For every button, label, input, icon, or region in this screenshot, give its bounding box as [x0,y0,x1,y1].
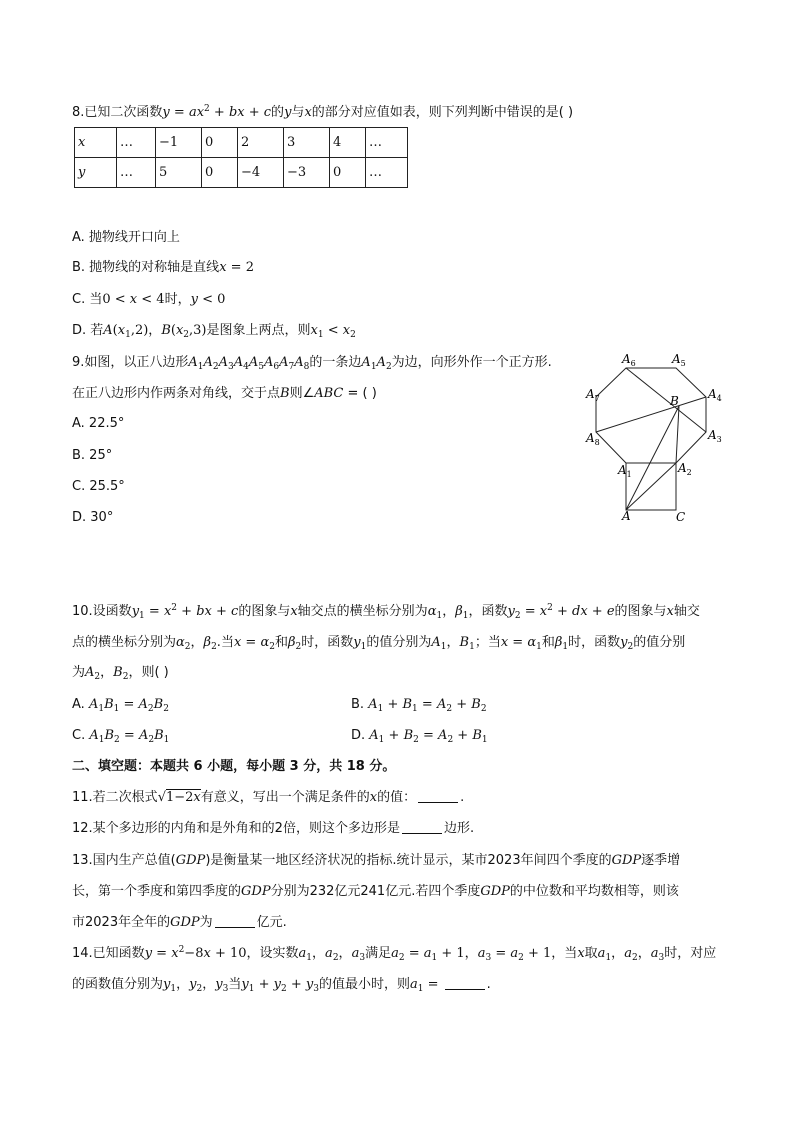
table-cell: … [366,128,408,158]
q13-stem-line1: 13.国内生产总值(GDP)是衡量某一地区经济状况的指标.统计显示，某市2023年间四个季度的GDP逐季增 [72,853,681,868]
q13-line2-prefix: 长，第一个季度和第四季度的 [72,884,242,899]
q13-line1-prefix: 13.国内生产总值( [72,853,176,868]
q10-line2-mid: 当 [220,635,234,650]
q11-prefix: 11.若二次根式 [72,790,158,805]
q13-line1-mid: )是衡量某一地区经济状况的指标.统计显示，某市2023年间四个季度的 [205,853,612,868]
label-a: A [622,509,631,523]
table-cell: x [75,128,117,158]
q13-stem-line3: 市2023年全年的GDP为 亿元. [72,915,287,930]
q10-line3-end: ，则( ) [128,665,169,680]
q13-line1-end: 逐季增 [641,853,681,868]
label-a8: $A_8$ [586,431,600,447]
table-cell: −4 [238,158,284,188]
q13-gdp: GDP [175,853,206,868]
q10-option-b: B. $A_1 + B_1 = A_2 + B_2$ [351,697,487,714]
q10-line2-mid2: 和 [274,635,288,650]
q10-line1-mid4: 的图象与 [614,604,667,619]
segment-b-a2 [676,406,679,463]
label-c: C [676,510,686,524]
answer-blank[interactable] [418,790,458,803]
q14-line1-mid2: 满足 [365,946,392,961]
q9-option-b-text: B. 25° [72,448,113,463]
q10-line2-mid3: 时，函数 [301,635,354,650]
q9-option-d [72,509,113,527]
q9-line1-prefix: 9.如图，以正八边形 [72,355,189,370]
q9-option-c-text: C. 25.5° [72,479,125,494]
section-title [72,758,395,776]
q10-line2-mid6: 时，函数 [568,635,621,650]
q9-stem-line2 [72,385,377,403]
q8-function-formula: y [162,105,170,120]
q10-option-a: A. $A_1B_1 = A_2B_2$ [72,697,169,714]
q8-option-b: B. 抛物线的对称轴是直线x = 2 [72,260,254,275]
q10-stem-line1: 10.设函数$y_1 = x^2$ + bx + c的图象与x轴交点的横坐标分别为$\alpha_1$，$\beta_1$，函数$y_2 = x^2$ + dx + e的图象与x轴交 [72,603,700,621]
q9-line1-suffix: 的一条边 [309,355,362,370]
label-a1: $A_1$ [618,463,632,479]
q14-line1-mid: ，设实数 [246,946,299,961]
table-cell: −1 [156,128,202,158]
answer-blank[interactable] [445,977,485,990]
q8-stem-x: x [304,105,312,120]
q10-option-d-label: D. [351,728,370,743]
table-cell: 3 [284,128,330,158]
q9-option-d-text: D. 30° [72,510,114,525]
q9-option-c [72,478,125,496]
q10-line3-prefix: 为 [72,665,86,680]
q13-line3-end: 亿元. [256,915,287,930]
table-cell: 2 [238,128,284,158]
q9-option-b [72,447,112,465]
table-cell: 0 [330,158,366,188]
diagonal-a8-a4 [596,397,706,432]
table-cell: 0 [202,128,238,158]
q8-option-d-prefix: D. 若 [72,323,104,338]
q9-line2-prefix: 在正八边形内作两条对角线，交于点 [72,386,281,401]
q14-line2-end: . [486,977,491,992]
q10-line2-end: 的值分别 [633,635,686,650]
table-row [75,158,408,188]
table-cell: 4 [330,128,366,158]
q8-option-a [72,229,180,247]
q10-line1-prefix: 10.设函数 [72,604,132,619]
q14-line1-mid3: ，当 [551,946,578,961]
diagonal-a6-a3 [626,368,706,432]
q14-line2-prefix: 的函数值分别为 [72,977,164,992]
q12-suffix: 边形. [443,821,475,836]
q8-option-d: D. 若$A(x_1,2)$，$B(x_2,3)$是图象上两点，则$x_1 < x_2$ [72,323,356,340]
octagon-figure [584,350,724,530]
section-title-text: 二、填空题：本题共 6 小题，每小题 3 分，共 18 分。 [72,759,396,774]
q10-option-b-label: B. [351,697,369,712]
q10-line1-mid3: ，函数 [468,604,508,619]
q13-line3-prefix: 市2023年全年的 [72,915,171,930]
q14-stem-line1: 14.已知函数$y = x^2-8x + 10$，设实数$a_1$，$a_2$，$a_3$满足$a_2 = a_1 + 1$，$a_3 = a_2 + 1$，当x取$a_1$，$a_2$，$a_3$时，对应 [72,945,717,963]
q8-value-table [74,127,408,188]
label-b: B [670,394,679,408]
q8-option-c: C. 当0 < x < 4时，y < 0 [72,292,226,307]
q9-stem-line1: 9.如图，以正八边形$A_1A_2A_3A_4A_5A_6A_7A_8$的一条边$A_1A_2$为边，向形外作一个正方形. [72,355,552,372]
q10-option-d: D. $A_1 + B_2 = A_2 + B_1$ [351,728,488,745]
q14-line1-mid4: 取 [584,946,598,961]
q8-stem-prefix: 8.已知二次函数 [72,105,163,120]
q14-line2-mid2: 的值最小时，则 [318,977,410,992]
q9-option-a-text: A. 22.5° [72,416,125,431]
q8-option-b-text: B. 抛物线的对称轴是直线 [72,260,220,275]
q13-line3-mid: 为 [199,915,213,930]
q10-option-a-label: A. [72,697,89,712]
table-cell: 0 [202,158,238,188]
q10-stem-line2: 点的横坐标分别为$\alpha_2$，$\beta_2$.当$x = \alpha_2$和$\beta_2$时，函数$y_1$的值分别为$A_1$，$B_1$；当$x = \alpha_1$和$\beta_1$时，函数$y_2$的值分别 [72,635,686,652]
q9-line1-tail: 为边，向形外作一个正方形. [391,355,552,370]
q10-line2-mid5: ；当 [474,635,501,650]
segment-b-a [626,406,679,510]
q14-line1-end: 时，对应 [664,946,717,961]
label-a3: $A_3$ [708,428,722,444]
label-a6: $A_6$ [622,352,636,368]
q9-line2-b: B [280,386,290,401]
sqrt-expression: √1−2x [157,790,201,805]
q10-line2-prefix: 点的横坐标分别为 [72,635,177,650]
q8-option-a-text: A. 抛物线开口向上 [72,230,180,245]
q8-stem-mid: 的 [271,105,285,120]
table-cell: −3 [284,158,330,188]
q10-stem-line3: 为$A_2$，$B_2$，则( ) [72,665,169,682]
q10-option-c-label: C. [72,728,90,743]
label-a4: $A_4$ [708,387,722,403]
q13-line2-end: 的中位数和平均数相等，则该 [509,884,679,899]
q11-mid: 有意义，写出一个满足条件的 [200,790,370,805]
label-a5: $A_5$ [672,352,686,368]
table-cell: … [117,158,156,188]
q11-stem: 11.若二次根式√1−2x有意义，写出一个满足条件的x的值： . [72,790,465,805]
q8-stem: 8.已知二次函数$y = ax^2$ + bx + c的y与x的部分对应值如表，则下列判断中错误的是( ) [72,104,574,120]
q10-line1-mid2: 轴交点的横坐标分别为 [297,604,428,619]
table-cell: … [117,128,156,158]
q9-line2-abc: ABC [314,386,344,401]
q8-option-d-mid: 是图象上两点，则 [206,323,311,338]
q10-line1-end: 轴交 [673,604,700,619]
q14-line1-prefix: 14.已知函数 [72,946,145,961]
label-a7: $A_7$ [586,387,600,403]
q8-option-c-prefix: C. 当 [72,292,103,307]
figure-labels [585,352,722,524]
q10-line1-x: x [290,604,298,619]
answer-blank[interactable] [215,915,255,928]
q11-suffix: 的值： [377,790,417,805]
q8-option-c-mid: 时， [164,292,191,307]
q9-line2-end: = ( ) [343,386,377,401]
q9-option-a [72,415,124,433]
q8-stem-y: y [284,105,292,120]
q13-stem-line2: 长，第一个季度和第四季度的GDP分别为232亿元241亿元.若四个季度GDP的中位数和平均数相等，则该 [72,884,679,899]
table-cell: 5 [156,158,202,188]
q14-stem-line2: 的函数值分别为$y_1$，$y_2$，$y_3$当$y_1 + y_2 + y_3$的值最小时，则$a_1$ = . [72,977,491,994]
table-row [75,128,408,158]
q11-x: x [369,790,378,805]
octagon-shape [596,368,706,463]
table-cell: y [75,158,117,188]
label-a2: $A_2$ [678,461,692,477]
table-cell: … [366,158,408,188]
q12-prefix: 12.某个多边形的内角和是外角和的2倍，则这个多边形是 [72,821,400,836]
q9-line2-suffix: 则∠ [289,386,315,401]
q10-option-c: C. $A_1B_2 = A_2B_1$ [72,728,170,745]
q10-line2-mid4: 的值分别为 [366,635,432,650]
q12-stem [72,820,474,838]
q10-line1-mid: 的图象与 [238,604,291,619]
answer-blank[interactable] [402,821,442,834]
q8-stem-suffix: 的部分对应值如表，则下列判断中错误的是( ) [311,105,574,120]
segment-b-c [626,463,676,510]
q13-line2-mid: 分别为232亿元241亿元.若四个季度 [270,884,481,899]
q14-line2-mid: 当 [228,977,242,992]
q8-stem-with: 与 [291,105,305,120]
